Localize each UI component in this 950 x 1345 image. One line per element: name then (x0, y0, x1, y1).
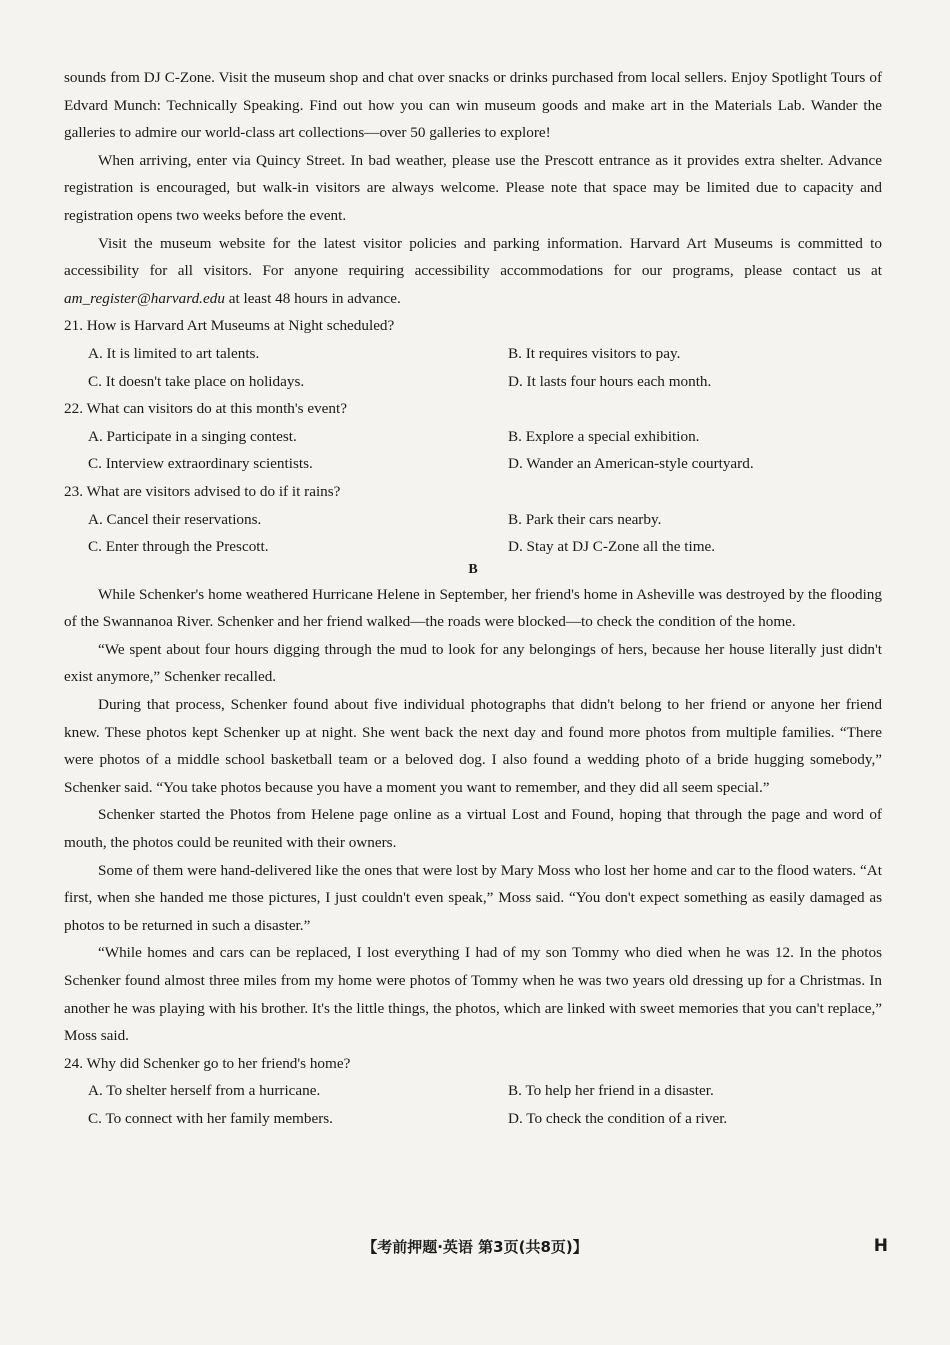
contact-text: Visit the museum website for the latest visitor policies and parking information. Harvard Art Museums is committed to accessibility for all visitors. For anyone requiring accessibility accommodations for our programs, please contact us at (64, 234, 882, 280)
option-b: B. It requires visitors to pay. (508, 344, 681, 362)
option-a: A. To shelter herself from a hurricane. (88, 1082, 321, 1100)
passage-b-paragraph-4: Schenker started the Photos from Helene page online as a virtual Lost and Found, hoping that through the page and word of mouth, the photos could be reunited with their owners. (64, 806, 882, 852)
contact-email: am_register@harvard.edu (64, 289, 225, 307)
contact-text-end: at least 48 hours in advance. (224, 289, 401, 307)
passage-b-paragraph-3: During that process, Schenker found about five individual photographs that didn't belong to her friend or anyone her friend knew. These photos kept Schenker up at night. She went back the next day and found more photos from multiple families. “There were photos of a middle school basketball team or a beloved dog. I also found a wedding photo of a bride hugging somebody,” Schenker said. “You take photos because you have a moment you want to remember, and they did all seem special.” (64, 696, 882, 796)
option-d: D. Wander an American-style courtyard. (508, 455, 754, 473)
option-d: D. It lasts four hours each month. (508, 372, 712, 390)
passage-a-paragraph-3 (64, 230, 882, 313)
passage-b-paragraph-2: “We spent about four hours digging through the mud to look for any belongings of hers, because her house literally just didn't exist anymore,” Schenker recalled. (64, 640, 882, 686)
question-23 (64, 478, 882, 561)
option-c: C. Enter through the Prescott. (88, 538, 269, 556)
page-content (64, 64, 882, 1133)
question-22 (64, 395, 882, 478)
option-a: A. Participate in a singing contest. (88, 427, 297, 445)
option-c: C. To connect with her family members. (88, 1109, 333, 1127)
option-d: D. Stay at DJ C-Zone all the time. (508, 538, 716, 556)
options (64, 423, 882, 478)
option-a: A. Cancel their reservations. (88, 510, 262, 528)
question-21 (64, 312, 882, 395)
option-b: B. Explore a special exhibition. (508, 427, 700, 445)
option-a: A. It is limited to art talents. (88, 344, 260, 362)
passage-b-paragraph-1: While Schenker's home weathered Hurricane Helene in September, her friend's home in Asheville was destroyed by the flooding of the Swannanoa River. Schenker and her friend walked—the roads were blocked—to check the condition of the home. (64, 585, 882, 631)
passage-b-paragraph-5: Some of them were hand-delivered like the ones that were lost by Mary Moss who lost her home and car to the flood waters. “At first, when she handed me those pictures, I just couldn't even speak,” Moss said. “You don't expect something as easily damaged as photos to be returned in such a disaster.” (64, 861, 882, 934)
question-stem: 22. What can visitors do at this month's event? (64, 400, 347, 418)
section-b-heading: B (468, 561, 478, 577)
question-stem: 23. What are visitors advised to do if it rains? (64, 482, 341, 500)
question-24 (64, 1050, 882, 1133)
passage-b-paragraph-6: “While homes and cars can be replaced, I lost everything I had of my son Tommy who died when he was 12. In the photos Schenker found almost three miles from my home were photos of Tommy when he was two years old dressing up for a Christmas. In another he was playing with his brother. It's the little things, the photos, which are linked with sweet memories that you can't replace,” Moss said. (64, 944, 882, 1045)
option-c: C. It doesn't take place on holidays. (88, 372, 305, 390)
options (64, 340, 882, 395)
footer-title: 【考前押题·英语 第3页(共8页)】 (362, 1238, 588, 1256)
passage-a-paragraph-1: sounds from DJ C-Zone. Visit the museum shop and chat over snacks or drinks purchased from local sellers. Enjoy Spotlight Tours of Edvard Munch: Technically Speaking. Find out how you can win museum goods and make art in the Materials Lab. Wander the galleries to admire our world-class art collections—over 50 galleries to explore! (64, 69, 882, 142)
question-stem: 21. How is Harvard Art Museums at Night scheduled? (64, 317, 395, 335)
options (64, 1077, 882, 1132)
options (64, 506, 882, 561)
passage-a-paragraph-2: When arriving, enter via Quincy Street. In bad weather, please use the Prescott entrance as it provides extra shelter. Advance registration is encouraged, but walk-in visitors are always welcome. Please note that space may be limited due to capacity and registration opens two weeks before the event. (64, 151, 882, 224)
page-footer (0, 1236, 950, 1266)
question-stem: 24. Why did Schenker go to her friend's home? (64, 1054, 351, 1072)
footer-version-label: H (873, 1236, 888, 1256)
option-c: C. Interview extraordinary scientists. (88, 455, 313, 473)
option-d: D. To check the condition of a river. (508, 1109, 728, 1127)
option-b: B. To help her friend in a disaster. (508, 1082, 714, 1100)
option-b: B. Park their cars nearby. (508, 510, 662, 528)
